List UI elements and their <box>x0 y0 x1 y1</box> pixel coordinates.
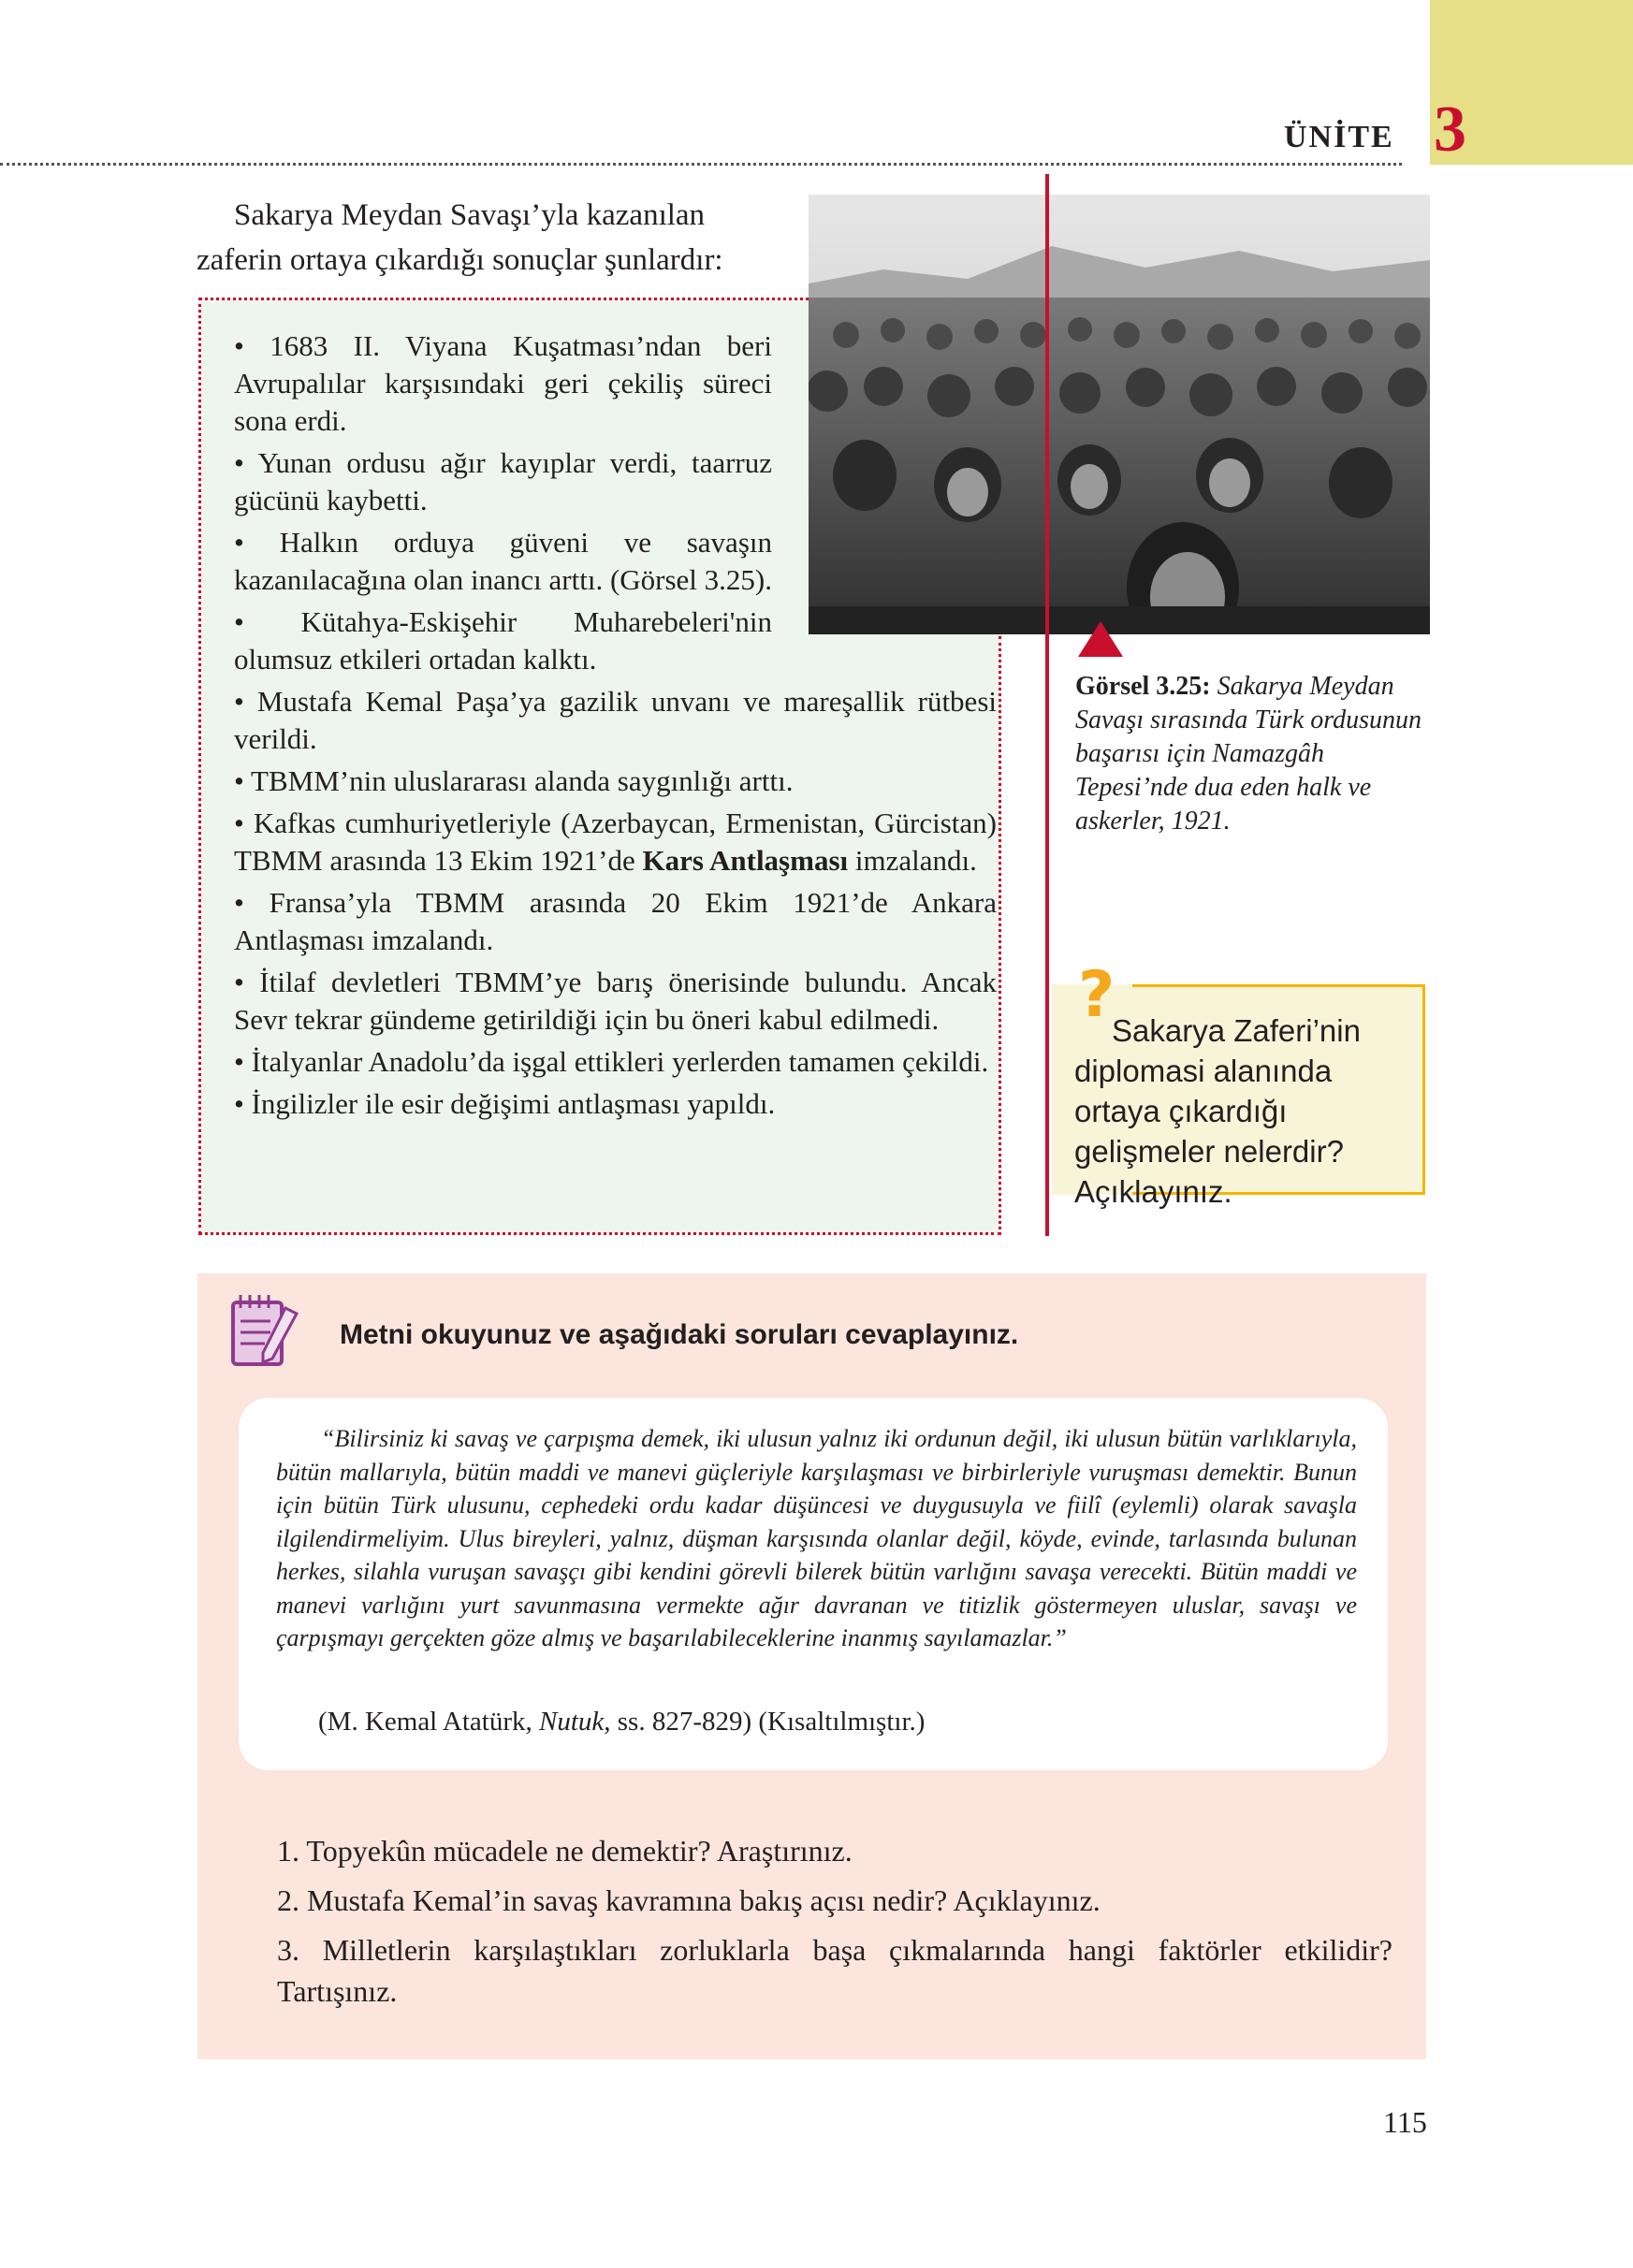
question-line-rest: diplomasi alanında ortaya çıkardığı gelişmeler nelerdir? Açıklayınız. <box>1074 1054 1344 1209</box>
photo-caption <box>1075 670 1423 838</box>
question-line-1: Sakarya Zaferi’nin <box>1112 1013 1361 1048</box>
results-box-border-bottom <box>198 1232 1001 1235</box>
caption-label: Görsel 3.25: <box>1075 672 1211 701</box>
result-item: • TBMM’nin uluslararası alanda saygınlığı arttı. <box>234 764 794 797</box>
result-item: • Kütahya-Eskişehir Muharebeleri'nin olumsuz etkileri ortadan kalktı. <box>234 605 772 676</box>
questions-list <box>240 1830 1392 2020</box>
question-item: 2. Mustafa Kemal’in savaş kavramına bakış açısı nedir? Açıklayınız. <box>277 1883 1101 1917</box>
question-item: 1. Topyekûn mücadele ne demektir? Araştırınız. <box>277 1834 853 1868</box>
source-book: Nutuk <box>538 1707 605 1737</box>
result-item: • İtalyanlar Anadolu’da işgal ettikleri yerlerden tamamen çekildi. <box>234 1045 989 1078</box>
unit-label: ÜNİTE <box>1284 120 1394 154</box>
notepad-pencil-icon <box>227 1291 304 1374</box>
result-item: • 1683 II. Viyana Kuşatması’ndan beri Avrupalılar karşısındaki geri çekiliş süreci sona erdi. <box>234 329 772 437</box>
crowd-photo-image <box>809 195 1430 634</box>
unit-number: 3 <box>1434 94 1466 166</box>
caption-text: Sakarya Meydan Savaşı sırasında Türk ordusunun başarısı için Namazgâh Tepesi’nde dua eden halk ve askerler, 1921. <box>1075 672 1422 836</box>
intro-line-1: Sakarya Meydan Savaşı’yla kazanılan <box>234 198 706 232</box>
result-item: • Yunan ordusu ağır kayıplar verdi, taarruz gücünü kaybetti. <box>234 446 772 516</box>
intro-line-2: zaferin ortaya çıkardığı sonuçlar şunlardır: <box>197 243 723 277</box>
result-item-text: imzalandı. <box>848 844 977 877</box>
activity-heading: Metni okuyunuz ve aşağıdaki soruları cevaplayınız. <box>340 1319 1019 1350</box>
quote-text <box>276 1422 1357 1655</box>
result-item: • Halkın orduya güveni ve savaşın kazanılacağına olan inancı arttı. (Görsel 3.25). <box>234 526 772 596</box>
caption-pointer-triangle-icon <box>1078 621 1123 657</box>
red-accent-line <box>1045 174 1049 1236</box>
intro-text <box>197 193 772 283</box>
result-item: • Fransa’yla TBMM arasında 20 Ekim 1921’de Ankara Antlaşması imzalandı. <box>234 886 997 956</box>
question-box-border <box>1422 984 1425 1195</box>
page-number: 115 <box>1383 2105 1427 2139</box>
question-item: 3. Milletlerin karşılaştıkları zorluklarla başa çıkmalarında hangi faktörler etkilidir? Tartışınız. <box>277 1933 1392 2008</box>
result-item <box>234 805 997 880</box>
result-item-text: • Kafkas cumhuriyetleriyle (Azerbaycan, Ermenistan, Gürcistan) TBMM arasında 13 Ekim 1921’de <box>234 807 997 877</box>
quote-source <box>318 1707 925 1737</box>
result-item: • İtilaf devletleri TBMM’ye barış önerisinde bulundu. Ancak Sevr tekrar gündeme getirildiği için bu öneri kabul edilmedi. <box>234 966 997 1036</box>
question-mark-icon: ? <box>1078 958 1115 1032</box>
source-prefix: (M. Kemal Atatürk, <box>318 1707 539 1737</box>
quote-body: “Bilirsiniz ki savaş ve çarpışma demek, iki ulusun yalnız iki ordunun değil, iki ulusun bütün varlıklarıyla, bütün mallarıyla, bütün maddi ve manevi güçleriyle karşılaşması ve birbirleriyle vuruşması demektir. Bunun için bütün Türk ulusunu, cephedeki ordu kadar düşüncesi ve duygusuyla ve fiilî (eylemli) olarak savaşla ilgilendirmeliyim. Ulus bireyleri, yalnız, düşman karşısında olanlar değil, köyde, evinde, tarlasında bulunan herkes, silahla vuruşan savaşçı gibi kendini görevli bilerek bütün varlığını savaşa verecekti. Bütün maddi ve manevi varlığını yurt savunmasına vermekte ağır davranan ve titizlik göstermeyen uluslar, savaşı ve çarpışmayı gerçekten göze almış ve başarılabileceklerine inanmış sayılamazlar.” <box>276 1425 1357 1651</box>
kars-treaty-term: Kars Antlaşması <box>642 844 849 877</box>
result-item: • Mustafa Kemal Paşa’ya gazilik unvanı ve mareşallik rütbesi verildi. <box>234 685 997 755</box>
question-box-border <box>1132 984 1424 987</box>
results-box-border-right <box>999 636 1001 1235</box>
question-box-text <box>1074 1010 1411 1212</box>
source-suffix: , ss. 827-829) (Kısaltılmıştır.) <box>604 1707 926 1737</box>
header-divider <box>0 163 1402 166</box>
historical-photo <box>809 195 1430 634</box>
result-item: • İngilizler ile esir değişimi antlaşması yapıldı. <box>234 1087 776 1120</box>
